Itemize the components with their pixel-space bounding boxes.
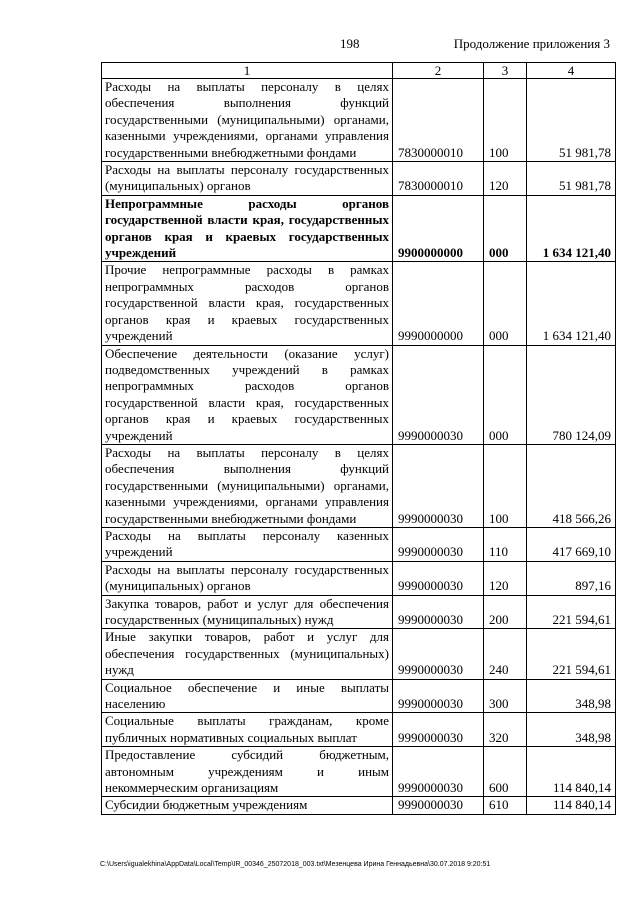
row-amount-cell: 897,16 bbox=[527, 561, 616, 595]
row-name-cell: Расходы на выплаты персоналу государственных (муниципальных) органов bbox=[102, 162, 393, 196]
row-name-cell: Расходы на выплаты персоналу казенных учреждений bbox=[102, 527, 393, 561]
row-amount-cell: 1 634 121,40 bbox=[527, 262, 616, 345]
table-header-row bbox=[102, 63, 616, 79]
row-name-cell: Социальное обеспечение и иные выплаты населению bbox=[102, 679, 393, 713]
row-expense-type-cell: 320 bbox=[484, 713, 527, 747]
row-expense-type-cell: 110 bbox=[484, 527, 527, 561]
row-code-cell: 9990000030 bbox=[393, 629, 484, 679]
row-amount-cell: 418 566,26 bbox=[527, 444, 616, 527]
table-row bbox=[102, 195, 616, 262]
row-name-cell: Субсидии бюджетным учреждениям bbox=[102, 797, 393, 814]
row-expense-type-cell: 600 bbox=[484, 747, 527, 797]
table-body bbox=[102, 79, 616, 815]
column-header: 2 bbox=[393, 63, 484, 79]
row-expense-type-cell: 100 bbox=[484, 444, 527, 527]
row-code-cell: 9990000030 bbox=[393, 797, 484, 814]
row-expense-type-cell: 610 bbox=[484, 797, 527, 814]
row-code-cell: 9990000030 bbox=[393, 561, 484, 595]
row-expense-type-cell: 120 bbox=[484, 561, 527, 595]
table-row bbox=[102, 345, 616, 444]
row-amount-cell: 780 124,09 bbox=[527, 345, 616, 444]
column-header: 3 bbox=[484, 63, 527, 79]
row-amount-cell: 348,98 bbox=[527, 679, 616, 713]
row-amount-cell: 221 594,61 bbox=[527, 595, 616, 629]
row-code-cell: 9990000030 bbox=[393, 679, 484, 713]
row-name-cell: Расходы на выплаты персоналу в целях обеспечения выполнения функций государственными (муниципальными) органами, казенными учреждениями, органами управления государственными внебюджетными фондами bbox=[102, 79, 393, 162]
table-row bbox=[102, 713, 616, 747]
row-name-cell: Закупка товаров, работ и услуг для обеспечения государственных (муниципальных) нужд bbox=[102, 595, 393, 629]
row-code-cell: 7830000010 bbox=[393, 79, 484, 162]
row-expense-type-cell: 120 bbox=[484, 162, 527, 196]
row-expense-type-cell: 100 bbox=[484, 79, 527, 162]
row-amount-cell: 348,98 bbox=[527, 713, 616, 747]
row-code-cell: 9990000030 bbox=[393, 527, 484, 561]
row-amount-cell: 114 840,14 bbox=[527, 747, 616, 797]
row-name-cell: Иные закупки товаров, работ и услуг для обеспечения государственных (муниципальных) нужд bbox=[102, 629, 393, 679]
column-header: 1 bbox=[102, 63, 393, 79]
row-amount-cell: 221 594,61 bbox=[527, 629, 616, 679]
row-amount-cell: 51 981,78 bbox=[527, 162, 616, 196]
row-code-cell: 9900000000 bbox=[393, 195, 484, 262]
table-row bbox=[102, 629, 616, 679]
row-name-cell: Непрограммные расходы органов государственной власти края, государственных органов края и краевых государственных учреждений bbox=[102, 195, 393, 262]
row-expense-type-cell: 200 bbox=[484, 595, 527, 629]
table-row bbox=[102, 162, 616, 196]
row-amount-cell: 114 840,14 bbox=[527, 797, 616, 814]
row-amount-cell: 1 634 121,40 bbox=[527, 195, 616, 262]
budget-table bbox=[101, 62, 616, 815]
row-code-cell: 9990000030 bbox=[393, 444, 484, 527]
row-expense-type-cell: 300 bbox=[484, 679, 527, 713]
table-row bbox=[102, 595, 616, 629]
row-code-cell: 9990000030 bbox=[393, 747, 484, 797]
row-amount-cell: 51 981,78 bbox=[527, 79, 616, 162]
row-amount-cell: 417 669,10 bbox=[527, 527, 616, 561]
table-row bbox=[102, 679, 616, 713]
row-code-cell: 7830000010 bbox=[393, 162, 484, 196]
table-row bbox=[102, 527, 616, 561]
row-expense-type-cell: 000 bbox=[484, 262, 527, 345]
row-code-cell: 9990000030 bbox=[393, 595, 484, 629]
file-path-footer: C:\Users\igualekhina\AppData\Local\Temp\IR_00346_25072018_003.txt\Мезенцева Ирина Геннадьевна\30.07.2018 9:20:51 bbox=[100, 861, 491, 868]
row-name-cell: Прочие непрограммные расходы в рамках непрограммных расходов органов государственной власти края, государственных органов края и краевых государственных учреждений bbox=[102, 262, 393, 345]
table-row bbox=[102, 262, 616, 345]
table-row bbox=[102, 747, 616, 797]
continuation-caption: Продолжение приложения 3 bbox=[453, 36, 610, 51]
row-name-cell: Обеспечение деятельности (оказание услуг) подведомственных учреждений в рамках непрограммных расходов органов государственной власти края, государственных органов края и краевых государственных учреждений bbox=[102, 345, 393, 444]
table-row bbox=[102, 797, 616, 814]
column-header: 4 bbox=[527, 63, 616, 79]
row-code-cell: 9990000030 bbox=[393, 345, 484, 444]
table-row bbox=[102, 561, 616, 595]
row-code-cell: 9990000000 bbox=[393, 262, 484, 345]
row-expense-type-cell: 000 bbox=[484, 345, 527, 444]
row-name-cell: Предоставление субсидий бюджетным, автономным учреждениям и иным некоммерческим организациям bbox=[102, 747, 393, 797]
table-row bbox=[102, 444, 616, 527]
row-expense-type-cell: 000 bbox=[484, 195, 527, 262]
page-number: 198 bbox=[340, 36, 360, 51]
row-name-cell: Расходы на выплаты персоналу в целях обеспечения выполнения функций государственными (муниципальными) органами, казенными учреждениями, органами управления государственными внебюджетными фондами bbox=[102, 444, 393, 527]
row-code-cell: 9990000030 bbox=[393, 713, 484, 747]
table-row bbox=[102, 79, 616, 162]
row-name-cell: Расходы на выплаты персоналу государственных (муниципальных) органов bbox=[102, 561, 393, 595]
row-expense-type-cell: 240 bbox=[484, 629, 527, 679]
row-name-cell: Социальные выплаты гражданам, кроме публичных нормативных социальных выплат bbox=[102, 713, 393, 747]
